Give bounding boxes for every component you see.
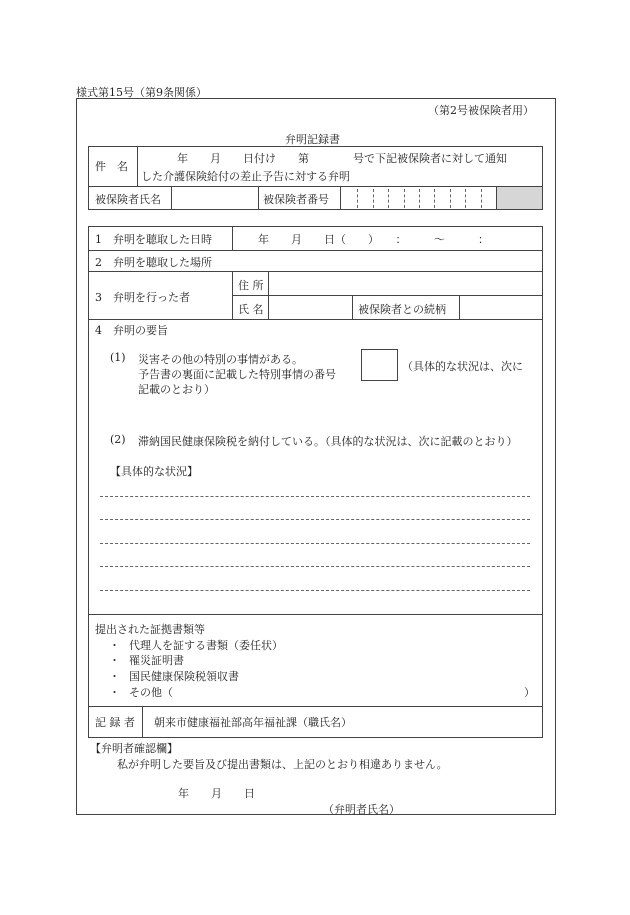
subject-line1: 年 月 日付け 第 号で下記被保険者に対して通知	[177, 152, 507, 165]
confirmation-heading: 【弁明者確認欄】	[90, 742, 178, 755]
signer-label: （弁明者氏名）	[323, 803, 400, 816]
evidence-item: 代理人を証する書類（委任状）	[129, 639, 283, 652]
point1-line3: 記載のとおり）	[138, 383, 215, 396]
situation-heading: 【具体的な状況】	[110, 465, 198, 478]
situation-line[interactable]	[100, 519, 530, 520]
evidence-item: その他（	[129, 686, 173, 699]
bullet: ・	[109, 639, 120, 652]
recorder-label: 記 録 者	[95, 716, 135, 729]
relation-field[interactable]	[460, 296, 542, 318]
subject-label: 件 名	[95, 160, 128, 173]
point1-number: (1)	[110, 351, 126, 364]
situation-line[interactable]	[100, 566, 530, 567]
situation-line[interactable]	[100, 590, 530, 591]
insured-name-label: 被保険者氏名	[95, 193, 161, 206]
name-label: 氏 名	[238, 303, 264, 316]
address-field[interactable]	[269, 272, 542, 294]
evidence-item: 国民健康保険税領収書	[129, 670, 239, 683]
bullet: ・	[109, 654, 120, 667]
evidence-item: 罹災証明書	[129, 654, 184, 667]
bullet: ・	[109, 670, 120, 683]
bullet: ・	[109, 686, 120, 699]
target-note: （第2号被保険者用）	[428, 104, 534, 117]
row4-label: 4 弁明の要旨	[95, 324, 168, 337]
address-label: 住 所	[238, 279, 264, 292]
point1-line2: 予告書の裏面に記載した特別事情の番号	[138, 368, 336, 381]
row1-datetime: 年 月 日（ ） ： ～ ：	[258, 233, 489, 246]
subject-line2: した介護保険給付の差止予告に対する弁明	[141, 170, 350, 183]
evidence-close-paren: ）	[524, 686, 535, 699]
point1-line1: 災害その他の特別の事情がある。	[138, 353, 303, 366]
name-field[interactable]	[269, 296, 351, 318]
confirmation-date: 年 月 日	[178, 787, 255, 800]
relation-label: 被保険者との続柄	[358, 303, 446, 316]
place-field[interactable]	[233, 251, 542, 270]
form-title: 弁明記録書	[285, 133, 340, 146]
confirmation-statement: 私が弁明した要旨及び提出書類は、上記のとおり相違ありません。	[117, 758, 448, 771]
row2-label: 2 弁明を聴取した場所	[95, 256, 212, 269]
row1-label: 1 弁明を聴取した日時	[95, 233, 212, 246]
special-number-box[interactable]	[361, 349, 398, 381]
shaded-cell	[497, 187, 542, 209]
point1-side-text: （具体的な状況は、次に	[402, 360, 523, 373]
recorder-value: 朝来市健康福祉部高年福祉課（職氏名）	[154, 716, 352, 729]
situation-line[interactable]	[100, 496, 530, 497]
point2-text: 滞納国民健康保険税を納付している。（具体的な状況は、次に記載のとおり）	[138, 435, 518, 448]
evidence-heading: 提出された証拠書類等	[95, 623, 205, 636]
point2-number: (2)	[110, 433, 126, 446]
situation-line[interactable]	[100, 543, 530, 544]
insured-number-label: 被保険者番号	[263, 193, 329, 206]
row3-label: 3 弁明を行った者	[95, 291, 190, 304]
form-number: 様式第15号（第9条関係）	[76, 86, 207, 99]
